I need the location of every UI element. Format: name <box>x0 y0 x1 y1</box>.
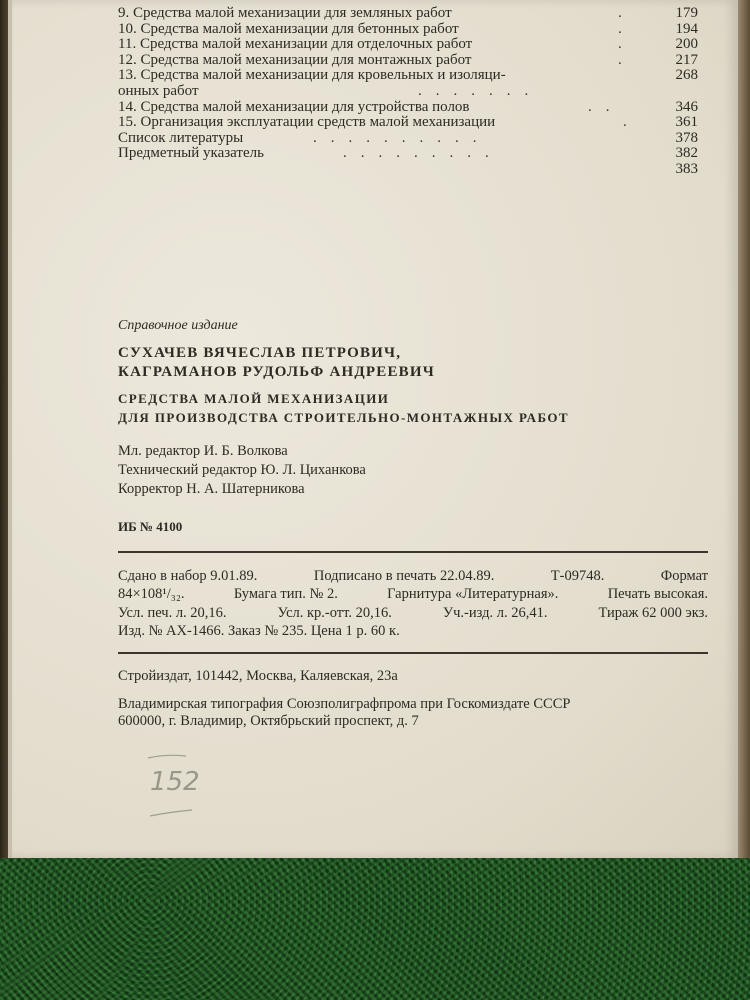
toc-title: Средства малой механизации для устройства полов <box>140 98 470 115</box>
toc-entry <box>118 115 698 131</box>
toc-leader-dots: . <box>618 5 636 21</box>
toc-leader-dots: . <box>618 20 636 37</box>
imprint-field: Т-09748. <box>550 568 605 584</box>
toc-entry <box>118 162 698 178</box>
table-of-contents <box>118 6 698 178</box>
imprint-field: Уч.-изд. л. 26,41. <box>442 605 548 621</box>
toc-entry <box>118 37 698 53</box>
imprint-field: Подписано в печать 22.04.89. <box>313 568 495 584</box>
toc-title: Организация эксплуатации средств малой механизации <box>140 114 496 131</box>
toc-number: 15. <box>118 114 137 131</box>
toc-title: Средства малой механизации для кровельных и изоляци- <box>140 67 506 84</box>
handwritten-pencil-note <box>146 752 206 822</box>
toc-leader-dots: .. <box>588 98 624 115</box>
book-cover-edge-right <box>738 0 750 860</box>
toc-page-number: 383 <box>675 160 698 177</box>
toc-page-number: 378 <box>675 129 698 146</box>
book-title-line-1: СРЕДСТВА МАЛОЙ МЕХАНИЗАЦИИ <box>118 391 390 406</box>
toc-number: 14. <box>118 98 137 115</box>
toc-number: 9. <box>118 5 130 21</box>
toc-number: 10. <box>118 20 137 37</box>
toc-title: Средства малой механизации для монтажных работ <box>140 51 472 68</box>
toc-number: 12. <box>118 51 137 68</box>
toc-entry <box>118 53 698 69</box>
toc-entry <box>118 131 698 147</box>
toc-entry-continuation <box>118 84 698 100</box>
imprint-row-3 <box>118 605 708 622</box>
edition-type: Справочное издание <box>118 318 238 333</box>
toc-leader-dots: . <box>618 36 636 53</box>
toc-page-number: 382 <box>675 145 698 162</box>
imprint-field: Усл. кр.-отт. 20,16. <box>277 605 392 621</box>
divider-bottom <box>118 652 708 654</box>
imprint-field: Бумага тип. № 2. <box>233 586 338 602</box>
author-line-2: КАГРАМАНОВ РУДОЛЬФ АНДРЕЕВИЧ <box>118 364 435 380</box>
toc-title: Предметный указатель <box>118 145 264 162</box>
divider-top <box>118 551 708 553</box>
toc-page-number: 268 <box>675 67 698 84</box>
imprint-field: Печать высокая. <box>607 586 708 602</box>
imprint-field: Усл. печ. л. 20,16. <box>118 605 227 621</box>
toc-page-number: 217 <box>675 51 698 68</box>
toc-title: онных работ <box>118 82 199 99</box>
toc-page-number: 200 <box>675 36 698 53</box>
book-title-line-2: ДЛЯ ПРОИЗВОДСТВА СТРОИТЕЛЬНО-МОНТАЖНЫХ РАБОТ <box>118 410 569 425</box>
toc-leader-dots: ......... <box>343 145 503 162</box>
imprint-field: Тираж 62 000 экз. <box>598 605 708 621</box>
handwritten-note-text: 152 <box>150 767 200 797</box>
proofreader: Корректор Н. А. Шатерникова <box>118 481 305 497</box>
printer-line-2: 600000, г. Владимир, Октябрьский проспект, д. 7 <box>118 713 419 729</box>
ib-number: ИБ № 4100 <box>118 519 183 534</box>
toc-leader-dots: .......... <box>313 129 491 146</box>
imprint-row-2 <box>118 586 708 603</box>
imprint-row-1 <box>118 568 708 585</box>
toc-page-number: 361 <box>675 114 698 131</box>
toc-leader-dots: ....... <box>418 82 543 99</box>
toc-entry <box>118 100 698 116</box>
toc-title: Средства малой механизации для отделочных работ <box>139 36 473 53</box>
green-carpet-background <box>0 858 750 1000</box>
toc-title: Средства малой механизации для бетонных работ <box>140 20 459 37</box>
toc-entry <box>118 6 698 22</box>
imprint-field: Формат <box>660 568 708 584</box>
toc-page-number: 346 <box>675 98 698 115</box>
toc-leader-dots: . <box>618 51 636 68</box>
toc-page-number: 194 <box>675 20 698 37</box>
toc-number: 11. <box>118 36 137 53</box>
technical-editor: Технический редактор Ю. Л. Циханкова <box>118 462 366 478</box>
toc-entry <box>118 68 698 84</box>
toc-title: Список литературы <box>118 129 244 146</box>
toc-entry <box>118 22 698 38</box>
imprint-field: 84×108¹/₃₂. <box>118 586 185 602</box>
toc-leader-dots: . <box>623 114 641 131</box>
toc-entry <box>118 146 698 162</box>
junior-editor: Мл. редактор И. Б. Волкова <box>118 443 288 459</box>
publisher-address: Стройиздат, 101442, Москва, Каляевская, 23а <box>118 668 398 684</box>
author-line-1: СУХАЧЕВ ВЯЧЕСЛАВ ПЕТРОВИЧ, <box>118 345 402 361</box>
toc-page-number: 179 <box>675 5 698 21</box>
imprint-field: Гарнитура «Литературная». <box>387 586 559 602</box>
imprint-row-4: Изд. № АХ-1466. Заказ № 235. Цена 1 р. 60 к. <box>118 623 400 639</box>
imprint-field: Сдано в набор 9.01.89. <box>118 568 258 584</box>
toc-number: 13. <box>118 67 137 84</box>
toc-title: Средства малой механизации для земляных работ <box>133 5 452 21</box>
printer-line-1: Владимирская типография Союзполиграфпрома при Госкомиздате СССР <box>118 696 571 712</box>
